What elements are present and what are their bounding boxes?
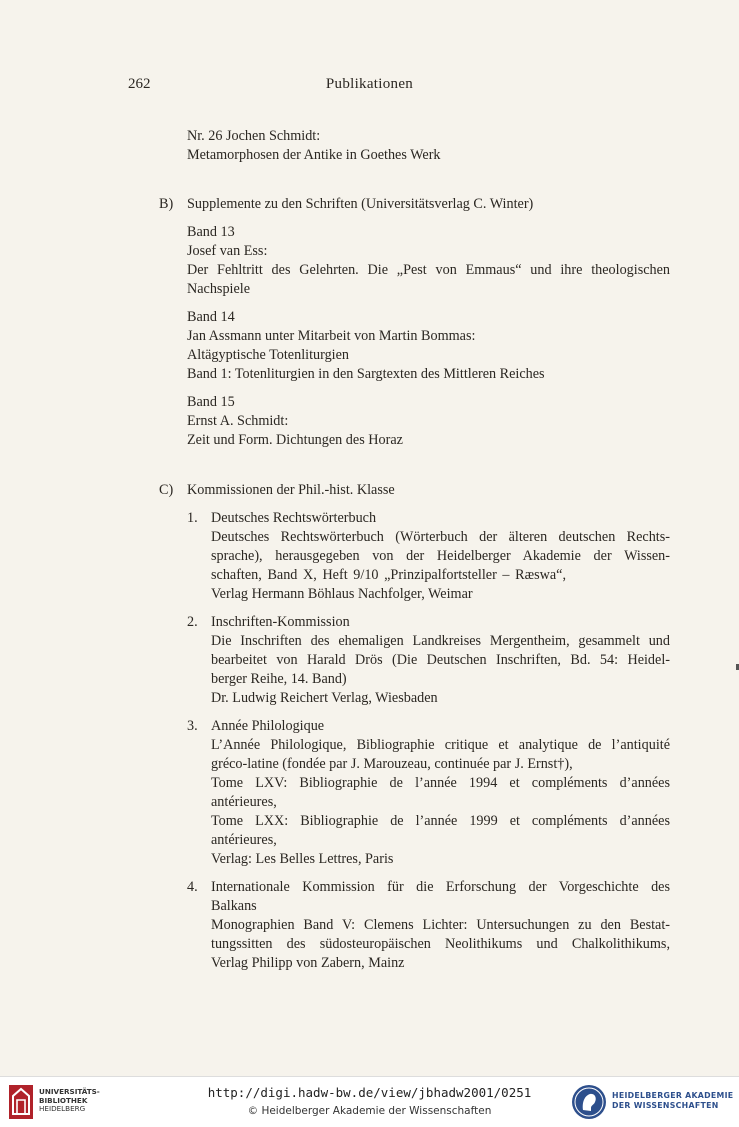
commission-text: antérieures, bbox=[211, 832, 277, 848]
academy-logo-text bbox=[612, 1091, 733, 1111]
commission-number: 3. bbox=[187, 718, 198, 734]
commission-text: Deutsches Rechtswörterbuch (Wörterbuch der älteren deutschen Rechts- bbox=[211, 529, 670, 545]
volume-author: Josef van Ess: bbox=[187, 243, 268, 259]
commission-number: 4. bbox=[187, 879, 198, 895]
section-label: B) bbox=[159, 196, 174, 212]
section-heading: Kommissionen der Phil.-hist. Klasse bbox=[187, 482, 395, 498]
running-head: Publikationen bbox=[325, 76, 414, 92]
volume-title: Nachspiele bbox=[187, 281, 251, 297]
volume-label: Band 14 bbox=[187, 309, 235, 325]
commission-text: gréco-latine (fondée par J. Marouzeau, continuée par J. Ernst†), bbox=[211, 756, 573, 772]
commission-text: sprache), herausgegeben von der Heidelberger Akademie der Wissen- bbox=[211, 548, 670, 564]
commission-text: Tome LXV: Bibliographie de l’année 1994 et compléments d’années bbox=[211, 775, 670, 791]
commission-text: L’Année Philologique, Bibliographie critique et analytique de l’antiquité bbox=[211, 737, 670, 753]
academy-logo-line: DER WISSENSCHAFTEN bbox=[612, 1101, 719, 1110]
volume-label: Band 15 bbox=[187, 394, 235, 410]
library-logo-line: BIBLIOTHEK bbox=[39, 1095, 88, 1105]
academy-logo-line: HEIDELBERGER AKADEMIE bbox=[612, 1091, 734, 1100]
viewer-footer bbox=[0, 1076, 739, 1127]
commission-text: tungssitten des südosteuropäischen Neolithikums und Chalkolithikums, bbox=[211, 936, 670, 952]
commission-text: Verlag Hermann Böhlaus Nachfolger, Weimar bbox=[211, 586, 473, 602]
volume-title: Der Fehltritt des Gelehrten. Die „Pest von Emmaus“ und ihre theologischen bbox=[187, 262, 670, 278]
commission-text: Tome LXX: Bibliographie de l’année 1999 et compléments d’années bbox=[211, 813, 670, 829]
commission-name: Deutsches Rechtswörterbuch bbox=[211, 510, 377, 526]
commission-text: Dr. Ludwig Reichert Verlag, Wiesbaden bbox=[211, 690, 438, 706]
commission-text: Verlag Philipp von Zabern, Mainz bbox=[211, 955, 405, 971]
commission-text: antérieures, bbox=[211, 794, 277, 810]
academy-logo[interactable] bbox=[570, 1082, 735, 1122]
library-logo-line: UNIVERSITÄTS- bbox=[39, 1087, 100, 1096]
commission-name: Année Philologique bbox=[211, 718, 325, 734]
library-logo-line: HEIDELBERG bbox=[39, 1104, 86, 1113]
commission-text: Die Inschriften des ehemaligen Landkreises Mergentheim, gesammelt und bbox=[211, 633, 670, 649]
volume-title: Zeit und Form. Dichtungen des Horaz bbox=[187, 432, 403, 448]
volume-title: Band 1: Totenliturgien in den Sargtexten des Mittleren Reiches bbox=[187, 366, 545, 382]
commission-text: bearbeitet von Harald Drös (Die Deutschen Inschriften, Bd. 54: Heidel- bbox=[211, 652, 670, 668]
commission-name: Internationale Kommission für die Erforschung der Vorgeschichte des bbox=[211, 879, 670, 895]
commission-text: berger Reihe, 14. Band) bbox=[211, 671, 347, 687]
commission-text: Monographien Band V: Clemens Lichter: Untersuchungen zu den Bestat- bbox=[211, 917, 670, 933]
series-entry-title: Nr. 26 Jochen Schmidt: bbox=[187, 128, 321, 144]
copyright-notice: © Heidelberger Akademie der Wissenschaften bbox=[247, 1105, 492, 1117]
permalink-url[interactable]: http://digi.hadw-bw.de/view/jbhadw2001/0251 bbox=[207, 1085, 532, 1100]
volume-author: Jan Assmann unter Mitarbeit von Martin Bommas: bbox=[187, 328, 476, 344]
commission-text: schaften, Band X, Heft 9/10 „Prinzipalfortsteller – Ræswa“, bbox=[211, 567, 566, 583]
commission-name: Balkans bbox=[211, 898, 257, 914]
page-number: 262 bbox=[128, 76, 151, 92]
section-label: C) bbox=[159, 482, 174, 498]
section-heading: Supplemente zu den Schriften (Universitätsverlag C. Winter) bbox=[187, 196, 534, 212]
commission-text: Verlag: Les Belles Lettres, Paris bbox=[211, 851, 394, 867]
volume-label: Band 13 bbox=[187, 224, 235, 240]
page-header bbox=[0, 76, 739, 96]
volume-title: Altägyptische Totenliturgien bbox=[187, 347, 350, 363]
volume-author: Ernst A. Schmidt: bbox=[187, 413, 289, 429]
commission-name: Inschriften-Kommission bbox=[211, 614, 350, 630]
series-entry-text: Metamorphosen der Antike in Goethes Werk bbox=[187, 147, 441, 163]
commission-number: 1. bbox=[187, 510, 198, 526]
commission-number: 2. bbox=[187, 614, 198, 630]
academy-seal-icon bbox=[570, 1083, 608, 1121]
